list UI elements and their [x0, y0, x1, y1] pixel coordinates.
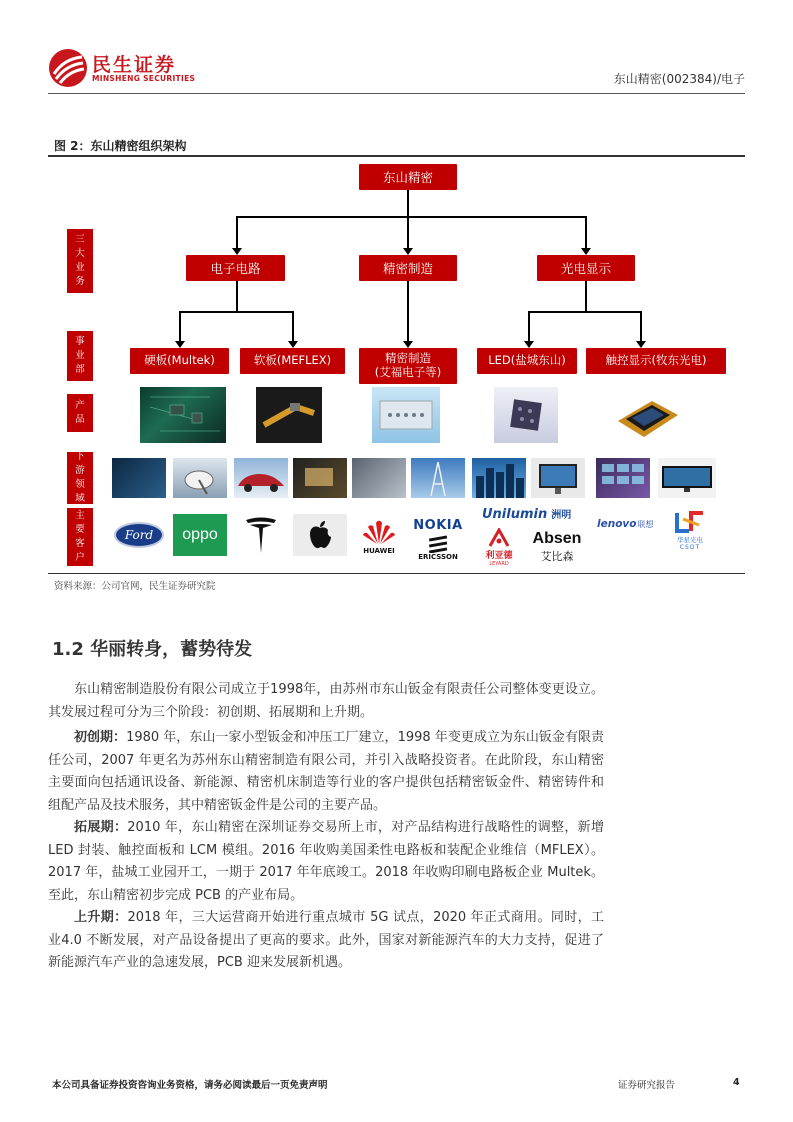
downstream-image-car-interior	[293, 458, 347, 498]
logo-text-cn: 民生证券	[92, 54, 177, 76]
connector	[640, 311, 642, 343]
side-label-downstream	[67, 452, 93, 504]
arrow-icon	[175, 341, 185, 348]
customer-logo-apple	[293, 514, 347, 556]
arrow-icon	[524, 341, 534, 348]
page-number: 4	[733, 1077, 740, 1088]
connector	[236, 216, 238, 250]
figure-bottom-rule	[48, 573, 745, 574]
downstream-image-tv	[658, 458, 716, 498]
connector	[292, 311, 294, 343]
downstream-image-communication	[112, 458, 166, 498]
customer-logo-huawei	[352, 514, 406, 560]
connector	[179, 311, 181, 343]
ericsson-logo-text: ERICSSON	[418, 552, 458, 561]
customer-logo-oppo	[173, 514, 227, 556]
paragraph-stage-growth	[48, 907, 604, 975]
paragraph-stage-startup	[48, 727, 604, 817]
ericsson-icon	[427, 535, 449, 553]
downstream-image-display-wall	[596, 458, 650, 498]
section-heading: 1.2 华丽转身，蓄势待发	[52, 639, 253, 660]
product-image-precision-part	[372, 387, 440, 443]
customer-logo-csot	[664, 508, 716, 552]
connector	[407, 281, 409, 343]
side-char: 游	[75, 465, 85, 477]
header-divider	[48, 93, 745, 94]
oppo-logo-text: oppo	[182, 526, 218, 543]
side-label-product	[67, 394, 93, 432]
stage-label: 上升期：	[74, 910, 128, 925]
side-char: 品	[75, 414, 85, 425]
customer-logo-nokia-ericsson	[406, 510, 470, 568]
csot-logo-text: CSOT	[679, 544, 701, 551]
division-box-led: LED(盐城东山)	[477, 348, 577, 374]
business-box-precision-manufacturing: 精密制造	[359, 255, 457, 281]
product-image-rigid-pcb	[140, 387, 226, 443]
product-image-flex-pcb	[256, 387, 322, 443]
connector	[528, 311, 641, 313]
paragraph-stage-expansion	[48, 817, 604, 907]
downstream-image-automotive	[234, 458, 288, 498]
customer-logo-tesla	[234, 514, 288, 556]
side-char: 要	[75, 524, 85, 536]
side-label-division	[67, 331, 93, 381]
lenovo-logo-text: lenovo	[597, 518, 637, 530]
header-company-code: 东山精密(002384)/电子	[613, 72, 745, 86]
arrow-icon	[232, 248, 242, 255]
division-label-line2: (艾福电子等)	[374, 365, 442, 379]
side-char: 客	[75, 538, 85, 549]
arrow-icon	[581, 248, 591, 255]
side-char: 大	[75, 248, 85, 260]
connector	[407, 216, 409, 250]
side-char: 务	[75, 275, 85, 287]
side-char: 领	[75, 479, 85, 490]
downstream-image-tower	[411, 458, 465, 498]
unilumin-logo-text-cn: 洲明	[551, 510, 572, 521]
connector	[407, 190, 409, 217]
absen-logo-text-cn: 艾比森	[540, 550, 574, 563]
connector	[236, 216, 586, 218]
downstream-image-satellite	[173, 458, 227, 498]
lenovo-logo-text-cn: 联想	[637, 520, 654, 529]
product-image-led	[494, 387, 558, 443]
connector	[585, 281, 587, 312]
division-box-mflex: 软板(MEFLEX)	[240, 348, 345, 374]
logo-text-en: MINSHENG SECURITIES	[92, 74, 196, 83]
csot-logo-text-cn: 华星光电	[677, 536, 703, 544]
arrow-icon	[636, 341, 646, 348]
side-char: 部	[75, 363, 85, 375]
side-char: 事	[75, 336, 85, 348]
side-label-business	[67, 229, 93, 293]
side-char: 域	[75, 492, 85, 504]
minsheng-logo-icon	[48, 48, 88, 88]
connector	[585, 216, 587, 250]
figure-source: 资料来源：公司官网，民生证券研究院	[54, 581, 216, 592]
side-char: 主	[75, 510, 85, 522]
customer-logo-lenovo	[597, 518, 659, 536]
division-box-multek: 硬板(Multek)	[130, 348, 229, 374]
side-char: 业	[75, 262, 85, 273]
business-box-electronic-circuit: 电子电路	[186, 255, 285, 281]
division-label-line1: 精密制造	[385, 351, 431, 366]
side-char: 产	[75, 400, 85, 412]
absen-logo-text: Absen	[532, 530, 582, 547]
huawei-logo-text: HUAWEI	[363, 547, 395, 555]
figure-top-rule	[48, 155, 745, 157]
product-image-touch-display	[612, 387, 682, 443]
org-root-box: 东山精密	[359, 164, 457, 190]
side-char: 业	[75, 350, 85, 362]
connector	[179, 311, 293, 313]
arrow-icon	[288, 341, 298, 348]
footer-disclaimer: 本公司具备证券投资咨询业务资格，请务必阅读最后一页免责声明	[52, 1080, 328, 1091]
stage-text: 2018 年，三大运营商开始进行重点城市 5G 试点，2020 年正式商用。同时，工业4.0 不断发展，对产品设备提出了更高的要求。此外，国家对新能源汽车的大力支持，促进了新能源汽车产业的急速发展，PCB 迎来发展新机遇。	[48, 910, 604, 970]
connector	[236, 281, 238, 312]
division-box-precision-manufacturing	[359, 348, 457, 384]
ford-logo-text: Ford	[114, 522, 164, 548]
apple-icon	[293, 514, 347, 556]
stage-label: 初创期：	[74, 730, 127, 745]
figure-title: 图 2：东山精密组织架构	[54, 139, 187, 153]
nokia-logo-text: NOKIA	[413, 517, 463, 533]
side-char: 三	[75, 234, 85, 246]
side-label-customers	[67, 508, 93, 566]
arrow-icon	[403, 248, 413, 255]
downstream-image-monitor	[531, 458, 585, 498]
arrow-icon	[403, 341, 413, 348]
downstream-image-industrial	[352, 458, 406, 498]
customer-logo-absen	[526, 528, 588, 566]
business-box-optoelectronic-display: 光电显示	[537, 255, 635, 281]
footer-report-type: 证券研究报告	[618, 1080, 676, 1091]
leyard-logo-text: LEYARD	[489, 560, 509, 567]
connector	[528, 311, 530, 343]
customer-logo-leyard	[478, 527, 520, 567]
stage-text: 2010 年，东山精密在深圳证券交易所上市，对产品结构进行战略性的调整，新增LED 封装、触控面板和 LCM 模组。2016 年收购美国柔性电路板和装配企业维信（MFLEX）。2017 年，盐城工业园开工，一期于 2017 年年底竣工。2018 年收购印刷电路板企业 Multek。至此，东山精密初步完成 PCB 的产业布局。	[48, 820, 604, 903]
customer-logo-unilumin	[482, 506, 590, 524]
stage-text: 1980 年，东山一家小型钣金和冲压工厂建立，1998 年变更成立为东山钣金有限责任公司，2007 年更名为苏州东山精密制造有限公司，并引入战略投资者。在此阶段，东山精密主要面向包括通讯设备、新能源、精密机床制造等行业的客户提供包括精密钣金件、精密铸件和组配产品及技术服务，其中精密钣金件是公司的主要产品。	[48, 730, 604, 813]
leyard-logo-text-cn: 利亚德	[485, 550, 513, 561]
unilumin-logo-text: Unilumin	[482, 507, 548, 522]
downstream-image-city	[472, 458, 526, 498]
division-box-touch-display: 触控显示(牧东光电)	[586, 348, 726, 374]
paragraph-intro: 东山精密制造股份有限公司成立于1998年，由苏州市东山钣金有限责任公司整体变更设立。其发展过程可分为三个阶段：初创期、拓展期和上升期。	[48, 682, 604, 720]
side-char: 户	[75, 551, 85, 563]
side-char: 下	[75, 451, 85, 463]
stage-label: 拓展期：	[74, 820, 128, 835]
customer-logo-ford	[112, 514, 166, 556]
